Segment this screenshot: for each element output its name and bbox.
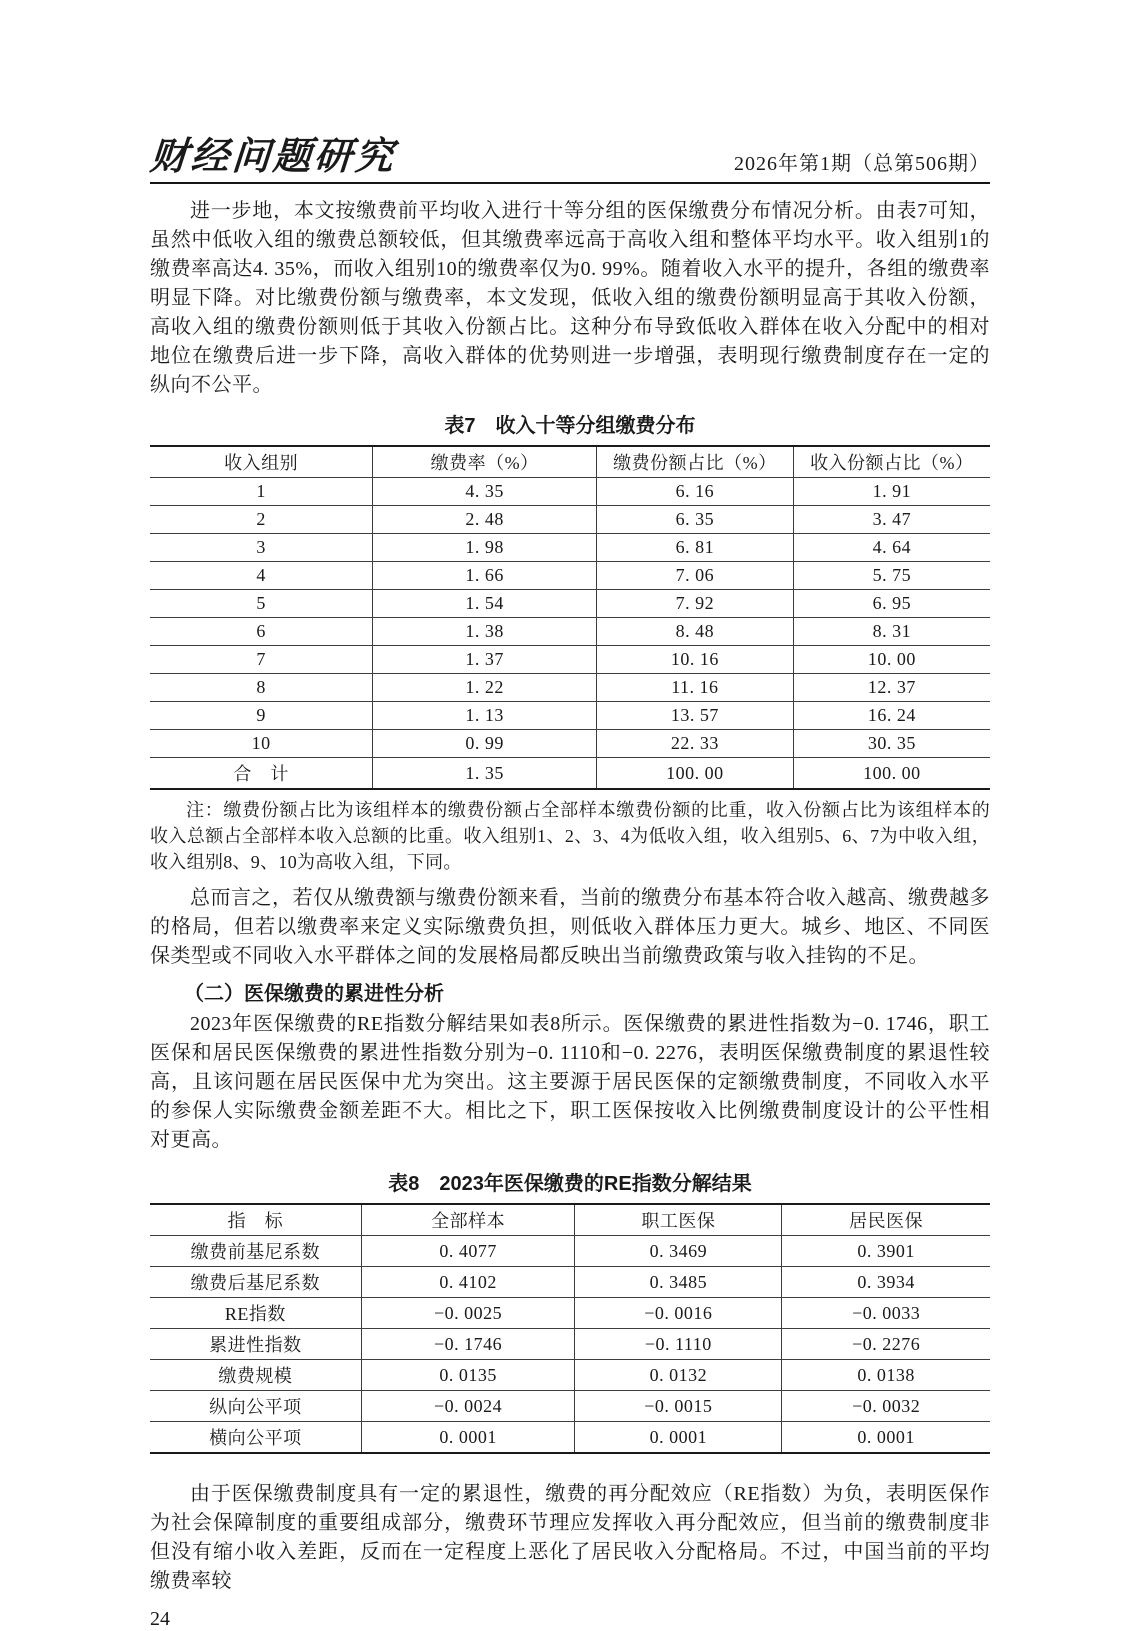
table-cell: −0. 1746	[361, 1329, 574, 1360]
table-row	[150, 478, 990, 506]
table-cell: 1. 98	[373, 534, 597, 562]
table-row	[150, 1422, 990, 1454]
table-cell: 7. 92	[597, 590, 794, 618]
column-header: 指 标	[150, 1204, 361, 1236]
table8-caption: 表8 2023年医保缴费的RE指数分解结果	[388, 1173, 752, 1195]
table-cell: 10. 00	[793, 646, 990, 674]
table-cell: 0. 0138	[782, 1360, 990, 1391]
table-cell: 11. 16	[597, 674, 794, 702]
table7-caption: 表7 收入十等分组缴费分布	[444, 415, 696, 437]
table-cell: 100. 00	[863, 762, 921, 783]
table-header-row	[150, 1204, 990, 1236]
table-cell: 累进性指数	[150, 1329, 361, 1360]
table-cell: 0. 3901	[782, 1236, 990, 1267]
journal-logo: 财经问题研究	[148, 133, 398, 178]
table-cell: RE指数	[150, 1298, 361, 1329]
table-cell: 3. 47	[793, 506, 990, 534]
table-row	[150, 1360, 990, 1391]
table-cell: 横向公平项	[150, 1422, 361, 1454]
table-cell: 0. 3469	[575, 1236, 782, 1267]
table-cell: 4	[150, 562, 373, 590]
table-cell: 6. 81	[597, 534, 794, 562]
table-cell: 0. 0001	[361, 1422, 574, 1454]
table7-note: 注：缴费份额占比为该组样本的缴费份额占全部样本缴费份额的比重，收入份额占比为该组样本的收入总额占全部样本收入总额的比重。收入组别1、2、3、4为低收入组，收入组别5、6、7为中收入组，收入组别8、9、10为高收入组，下同。	[150, 800, 990, 872]
table-cell: −0. 0024	[361, 1391, 574, 1422]
table-cell: 0. 3485	[575, 1267, 782, 1298]
table-row	[150, 590, 990, 618]
table-cell: 0. 0132	[575, 1360, 782, 1391]
table-cell: 0. 0001	[575, 1422, 782, 1454]
table-cell: 缴费前基尼系数	[150, 1236, 361, 1267]
table-cell: 1	[150, 478, 373, 506]
table-cell: 100. 00	[597, 758, 794, 790]
table-cell: 3	[150, 534, 373, 562]
table-row	[150, 562, 990, 590]
table-cell: −0. 1110	[575, 1329, 782, 1360]
table-cell: 0. 4102	[361, 1267, 574, 1298]
table-cell: 缴费后基尼系数	[150, 1267, 361, 1298]
table-row	[150, 1298, 990, 1329]
table-cell: 8	[150, 674, 373, 702]
column-header: 缴费率（%）	[373, 446, 597, 478]
table-row	[150, 618, 990, 646]
column-header: 职工医保	[575, 1204, 782, 1236]
issue-info: 2026年第1期（总第506期）	[734, 153, 990, 175]
page-number: 24	[150, 1608, 170, 1630]
table-cell: 9	[150, 702, 373, 730]
section-heading: （二）医保缴费的累进性分析	[184, 983, 444, 1005]
table-row	[150, 758, 990, 790]
table-cell: 30. 35	[793, 730, 990, 758]
table-cell: 2	[150, 506, 373, 534]
table-cell: 1. 54	[373, 590, 597, 618]
table-cell: 6. 16	[597, 478, 794, 506]
column-header: 居民医保	[782, 1204, 990, 1236]
table-cell: 2. 48	[373, 506, 597, 534]
table-cell: 6. 35	[597, 506, 794, 534]
table-cell: 1. 66	[373, 562, 597, 590]
table-cell: 4. 35	[373, 478, 597, 506]
table-cell: 1. 13	[373, 702, 597, 730]
table-cell: 10	[150, 730, 373, 758]
table-cell: 7	[150, 646, 373, 674]
journal-header	[150, 130, 990, 184]
table-cell: 7. 06	[597, 562, 794, 590]
column-header: 收入份额占比（%）	[793, 446, 990, 478]
table-re-index-decomposition	[150, 1203, 990, 1454]
table-row	[150, 1329, 990, 1360]
table-cell: 1. 37	[373, 646, 597, 674]
table-row	[150, 730, 990, 758]
table-cell: 10. 16	[597, 646, 794, 674]
table-cell: 0. 0135	[361, 1360, 574, 1391]
column-header: 缴费份额占比（%）	[597, 446, 794, 478]
table-cell: 0. 99	[373, 730, 597, 758]
table-cell: −0. 0025	[361, 1298, 574, 1329]
table-cell: 1. 91	[793, 478, 990, 506]
table-income-decile-contribution	[150, 445, 990, 790]
table-cell: 6. 95	[793, 590, 990, 618]
table-cell: 1. 35	[373, 758, 597, 790]
table-cell: 8. 48	[597, 618, 794, 646]
column-header: 全部样本	[361, 1204, 574, 1236]
column-header: 收入组别	[150, 446, 373, 478]
table-row	[150, 674, 990, 702]
table-row	[150, 646, 990, 674]
table-cell: 0. 4077	[361, 1236, 574, 1267]
table-cell: 0. 3934	[782, 1267, 990, 1298]
table-cell: 5	[150, 590, 373, 618]
table-cell: 1. 22	[373, 674, 597, 702]
table-cell: 合 计	[150, 758, 373, 790]
body-paragraph: 总而言之，若仅从缴费额与缴费份额来看，当前的缴费分布基本符合收入越高、缴费越多的格局，但若以缴费率来定义实际缴费负担，则低收入群体压力更大。城乡、地区、不同医保类型或不同收入水平群体之间的发展格局都反映出当前缴费政策与收入挂钩的不足。	[150, 887, 990, 967]
table-row	[150, 534, 990, 562]
table-row	[150, 1236, 990, 1267]
table-row	[150, 1391, 990, 1422]
table-row	[150, 506, 990, 534]
table-cell: 8. 31	[793, 618, 990, 646]
table-cell: −0. 0033	[782, 1298, 990, 1329]
table-cell: 缴费规模	[150, 1360, 361, 1391]
body-paragraph: 由于医保缴费制度具有一定的累退性，缴费的再分配效应（RE指数）为负，表明医保作为社会保障制度的重要组成部分，缴费环节理应发挥收入再分配效应，但当前的缴费制度非但没有缩小收入差距，反而在一定程度上恶化了居民收入分配格局。不过，中国当前的平均缴费率较	[150, 1483, 990, 1592]
table-cell: 6	[150, 618, 373, 646]
table-cell: 1. 38	[373, 618, 597, 646]
table-row	[150, 702, 990, 730]
table-cell: 13. 57	[597, 702, 794, 730]
body-paragraph: 进一步地，本文按缴费前平均收入进行十等分组的医保缴费分布情况分析。由表7可知，虽然中低收入组的缴费总额较低，但其缴费率远高于高收入组和整体平均水平。收入组别1的缴费率高达4. 35%，而收入组别10的缴费率仅为0. 99%。随着收入水平的提升，各组的缴费率明显下降。对比缴费份额与缴费率，本文发现，低收入组的缴费份额明显高于其收入份额，高收入组的缴费份额则低于其收入份额占比。这种分布导致低收入群体在收入分配中的相对地位在缴费后进一步下降，高收入群体的优势则进一步增强，表明现行缴费制度存在一定的纵向不公平。	[150, 200, 990, 396]
table-cell: 5. 75	[793, 562, 990, 590]
table-cell: 22. 33	[597, 730, 794, 758]
table-cell: −0. 0016	[575, 1298, 782, 1329]
table-header-row	[150, 446, 990, 478]
table-cell: 0. 0001	[857, 1426, 915, 1447]
body-paragraph: 2023年医保缴费的RE指数分解结果如表8所示。医保缴费的累进性指数为−0. 1746，职工医保和居民医保缴费的累进性指数分别为−0. 1110和−0. 2276，表明医保缴费制度的累退性较高，且该问题在居民医保中尤为突出。这主要源于居民医保的定额缴费制度，不同收入水平的参保人实际缴费金额差距不大。相比之下，职工医保按收入比例缴费制度设计的公平性相对更高。	[150, 1013, 990, 1151]
table-cell: 4. 64	[793, 534, 990, 562]
table-cell: −0. 0015	[575, 1391, 782, 1422]
table-cell: 纵向公平项	[150, 1391, 361, 1422]
table-cell: −0. 2276	[782, 1329, 990, 1360]
table-cell: 16. 24	[793, 702, 990, 730]
table-cell: 12. 37	[793, 674, 990, 702]
table-cell: −0. 0032	[782, 1391, 990, 1422]
table-row	[150, 1267, 990, 1298]
